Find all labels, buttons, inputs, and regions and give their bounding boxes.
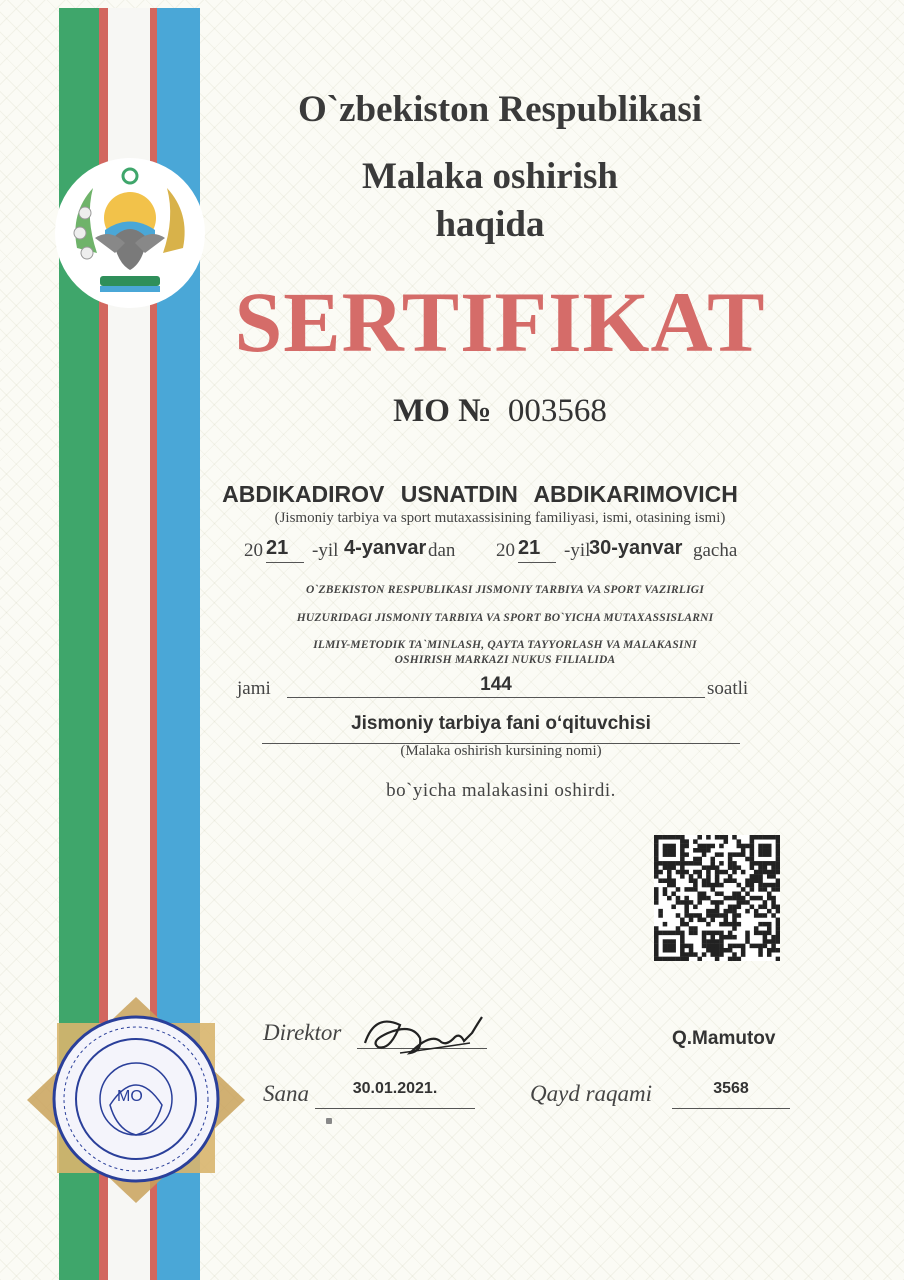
date-label: Sana [263, 1081, 309, 1106]
institution-line-1: O`ZBEKISTON RESPUBLIKASI JISMONIY TARBIYA VA SPORT VAZIRLIGI [306, 584, 704, 596]
year-prefix-1: 20 [244, 540, 263, 561]
year-suffix-2: 21 [518, 537, 541, 559]
round-seal-icon [25, 995, 247, 1205]
date-value: 30.01.2021. [352, 1080, 438, 1097]
completion-text: bo`yicha malakasini oshirdi. [386, 780, 616, 801]
qr-code-icon[interactable] [654, 835, 780, 961]
end-date: 30-yanvar [589, 537, 683, 559]
date-line [315, 1108, 475, 1109]
gacha-label: gacha [693, 540, 738, 561]
heading-subject: Malaka oshirish [362, 156, 618, 197]
heading-country: O`zbekiston Respublikasi [297, 89, 703, 130]
year-line-1 [266, 562, 304, 563]
holder-name: ABDIKADIROV USNATDIN ABDIKARIMOVICH [222, 481, 738, 507]
registration-line [672, 1108, 790, 1109]
heading-about: haqida [435, 204, 545, 245]
year-prefix-2: 20 [496, 540, 515, 561]
director-label: Direktor [263, 1020, 342, 1045]
institution-line-4: OSHIRISH MARKAZI NUKUS FILIALIDA [394, 654, 616, 666]
hours-line [287, 697, 705, 698]
year-suffix-1: 21 [266, 537, 289, 559]
registration-label: Qayd raqami [530, 1081, 653, 1106]
dan-label: dan [428, 540, 456, 561]
state-emblem-icon [55, 158, 205, 308]
seal-center-text: MO [117, 1088, 143, 1105]
course-caption: (Malaka oshirish kursining nomi) [400, 743, 602, 759]
institution-line-3: ILMIY-METODIK TA`MINLASH, QAYTA TAYYORLASH VA MALAKASINI [313, 639, 697, 651]
certificate-title: SERTIFIKAT [234, 274, 766, 370]
small-mark [326, 1118, 332, 1124]
yil-2: -yil [564, 540, 591, 561]
certificate-number [230, 393, 770, 430]
hours-prefix: jami [237, 678, 271, 699]
yil-1: -yil [312, 540, 339, 561]
start-date: 4-yanvar [344, 537, 427, 559]
course-name: Jismoniy tarbiya fani o‘qituvchisi [351, 713, 651, 734]
year-line-2 [518, 562, 556, 563]
signature-icon [360, 1003, 490, 1063]
number-prefix: MO № [393, 393, 492, 429]
hours-value: 144 [480, 674, 512, 695]
institution-line-2: HUZURIDAGI JISMONIY TARBIYA VA SPORT BO`YICHA MUTAXASSISLARNI [296, 612, 714, 624]
registration-value: 3568 [713, 1080, 749, 1097]
hours-suffix: soatli [707, 678, 749, 699]
number-value: 003568 [507, 393, 607, 429]
holder-caption: (Jismoniy tarbiya va sport mutaxassisining familiyasi, ismi, otasining ismi) [274, 510, 726, 526]
director-name: Q.Mamutov [672, 1028, 776, 1049]
period-row [244, 537, 784, 570]
